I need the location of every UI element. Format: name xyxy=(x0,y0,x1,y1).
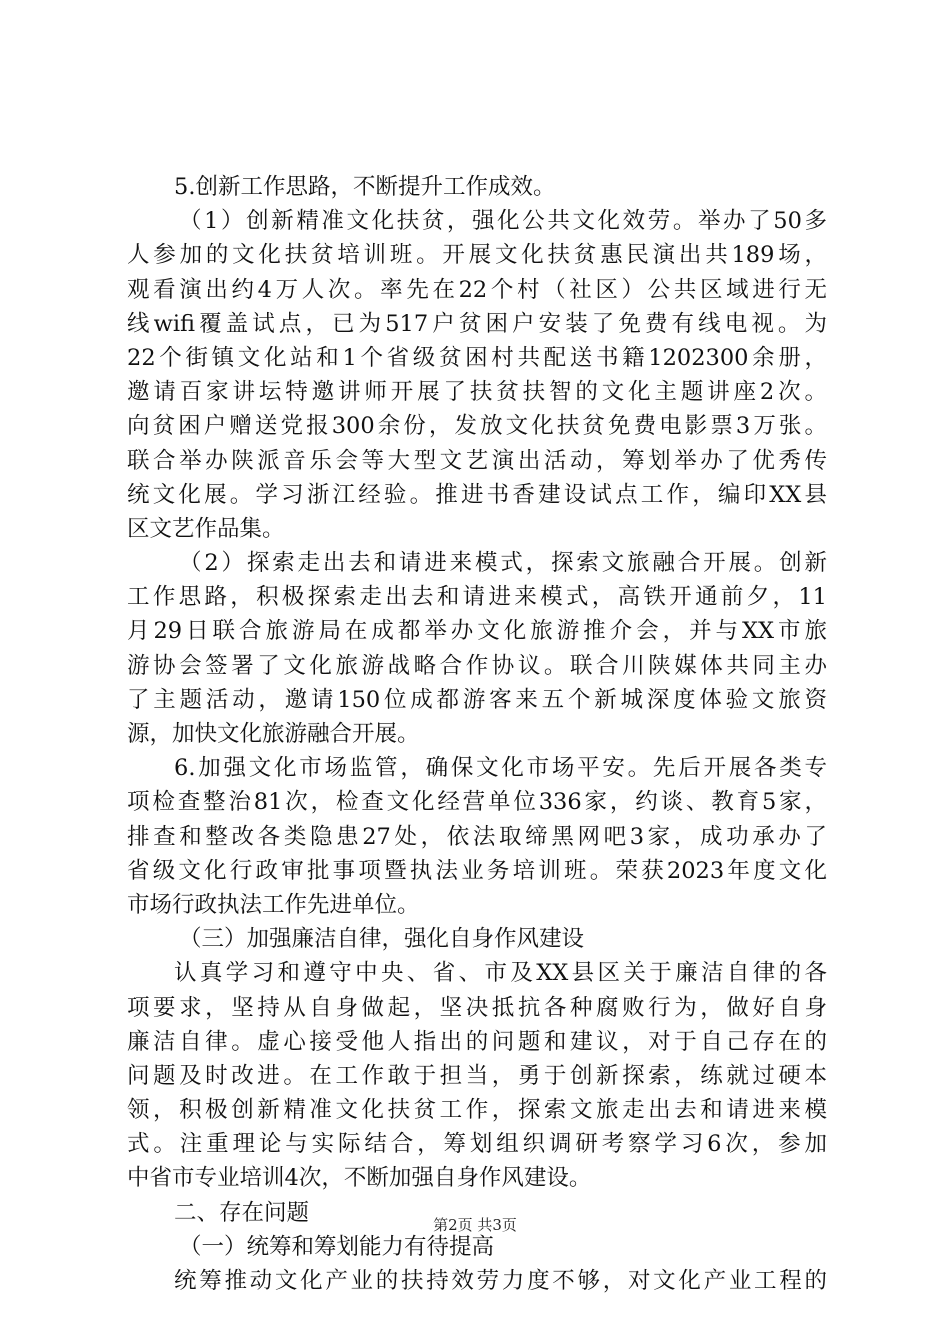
page-number-footer: 第2页 共3页 xyxy=(433,1216,517,1234)
section-heading-5: 5.创新工作思路，不断提升工作成效。 xyxy=(174,174,556,200)
paragraph-line: 月29日联合旅游局在成都举办文化旅游推介会，并与XX市旅 xyxy=(127,618,827,645)
paragraph-line: 中省市专业培训4次，不断加强自身作风建设。 xyxy=(127,1165,592,1192)
paragraph-line: 线wifi覆盖试点，已为517户贫困户安装了免费有线电视。为 xyxy=(127,310,827,337)
paragraph-line: 区文艺作品集。 xyxy=(127,515,285,542)
paragraph-line: 邀请百家讲坛特邀讲师开展了扶贫扶智的文化主题讲座2次。 xyxy=(127,379,827,406)
paragraph-line: 排查和整改各类隐患27处，依法取缔黑网吧3家，成功承办了 xyxy=(127,823,827,850)
paragraph-line: 了主题活动，邀请150位成都游客来五个新城深度体验文旅资 xyxy=(127,686,827,713)
subsection-heading-1: （一）统筹和筹划能力有待提高 xyxy=(179,1233,495,1260)
section-heading-3: （三）加强廉洁自律，强化自身作风建设 xyxy=(179,926,585,953)
paragraph-line: 人参加的文化扶贫培训班。开展文化扶贫惠民演出共189场， xyxy=(127,242,827,269)
section-heading-2: 二、存在问题 xyxy=(174,1199,310,1226)
paragraph-line: 22个街镇文化站和1个省级贫困村共配送书籍1202300余册， xyxy=(127,344,827,371)
paragraph-line: 领，积极创新精准文化扶贫工作，探索文旅走出去和请进来模 xyxy=(127,1097,827,1124)
paragraph-line: 统筹推动文化产业的扶持效劳力度不够，对文化产业工程的 xyxy=(174,1268,827,1294)
paragraph-line: 项检查整治81次，检查文化经营单位336家，约谈、教育5家， xyxy=(127,789,827,816)
paragraph-line: 游协会签署了文化旅游战略合作协议。联合川陕媒体共同主办 xyxy=(127,652,827,679)
document-body xyxy=(127,170,827,1298)
paragraph-line: 省级文化行政审批事项暨执法业务培训班。荣获2023年度文化 xyxy=(127,857,827,884)
paragraph-line: 问题及时改进。在工作敢于担当，勇于创新探索，练就过硬本 xyxy=(127,1062,827,1089)
paragraph-line: 认真学习和遵守中央、省、市及XX县区关于廉洁自律的各 xyxy=(174,960,827,987)
paragraph-line: 源，加快文化旅游融合开展。 xyxy=(127,721,420,747)
paragraph-line: 市场行政执法工作先进单位。 xyxy=(127,891,420,918)
paragraph-line: 廉洁自律。虚心接受他人指出的问题和建议，对于自己存在的 xyxy=(127,1028,827,1055)
paragraph-line: 项要求，坚持从自身做起，坚决抵抗各种腐败行为，做好自身 xyxy=(127,994,827,1021)
paragraph-line: 向贫困户赠送党报300余份，发放文化扶贫免费电影票3万张。 xyxy=(127,413,827,440)
paragraph-line: 观看演出约4万人次。率先在22个村（社区）公共区域进行无 xyxy=(127,276,827,303)
paragraph-line: 联合举办陕派音乐会等大型文艺演出活动，筹划举办了优秀传 xyxy=(127,447,827,474)
paragraph-line: （2）探索走出去和请进来模式，探索文旅融合开展。创新 xyxy=(179,550,827,577)
paragraph-line: 统文化展。学习浙江经验。推进书香建设试点工作，编印XX县 xyxy=(127,481,827,508)
paragraph-line: 式。注重理论与实际结合，筹划组织调研考察学习6次，参加 xyxy=(127,1131,827,1158)
paragraph-line: 工作思路，积极探索走出去和请进来模式，高铁开通前夕，11 xyxy=(127,584,827,611)
paragraph-line: （1）创新精准文化扶贫，强化公共文化效劳。举办了50多 xyxy=(179,208,827,235)
section-heading-6: 6.加强文化市场监管，确保文化市场平安。先后开展各类专 xyxy=(174,755,827,782)
